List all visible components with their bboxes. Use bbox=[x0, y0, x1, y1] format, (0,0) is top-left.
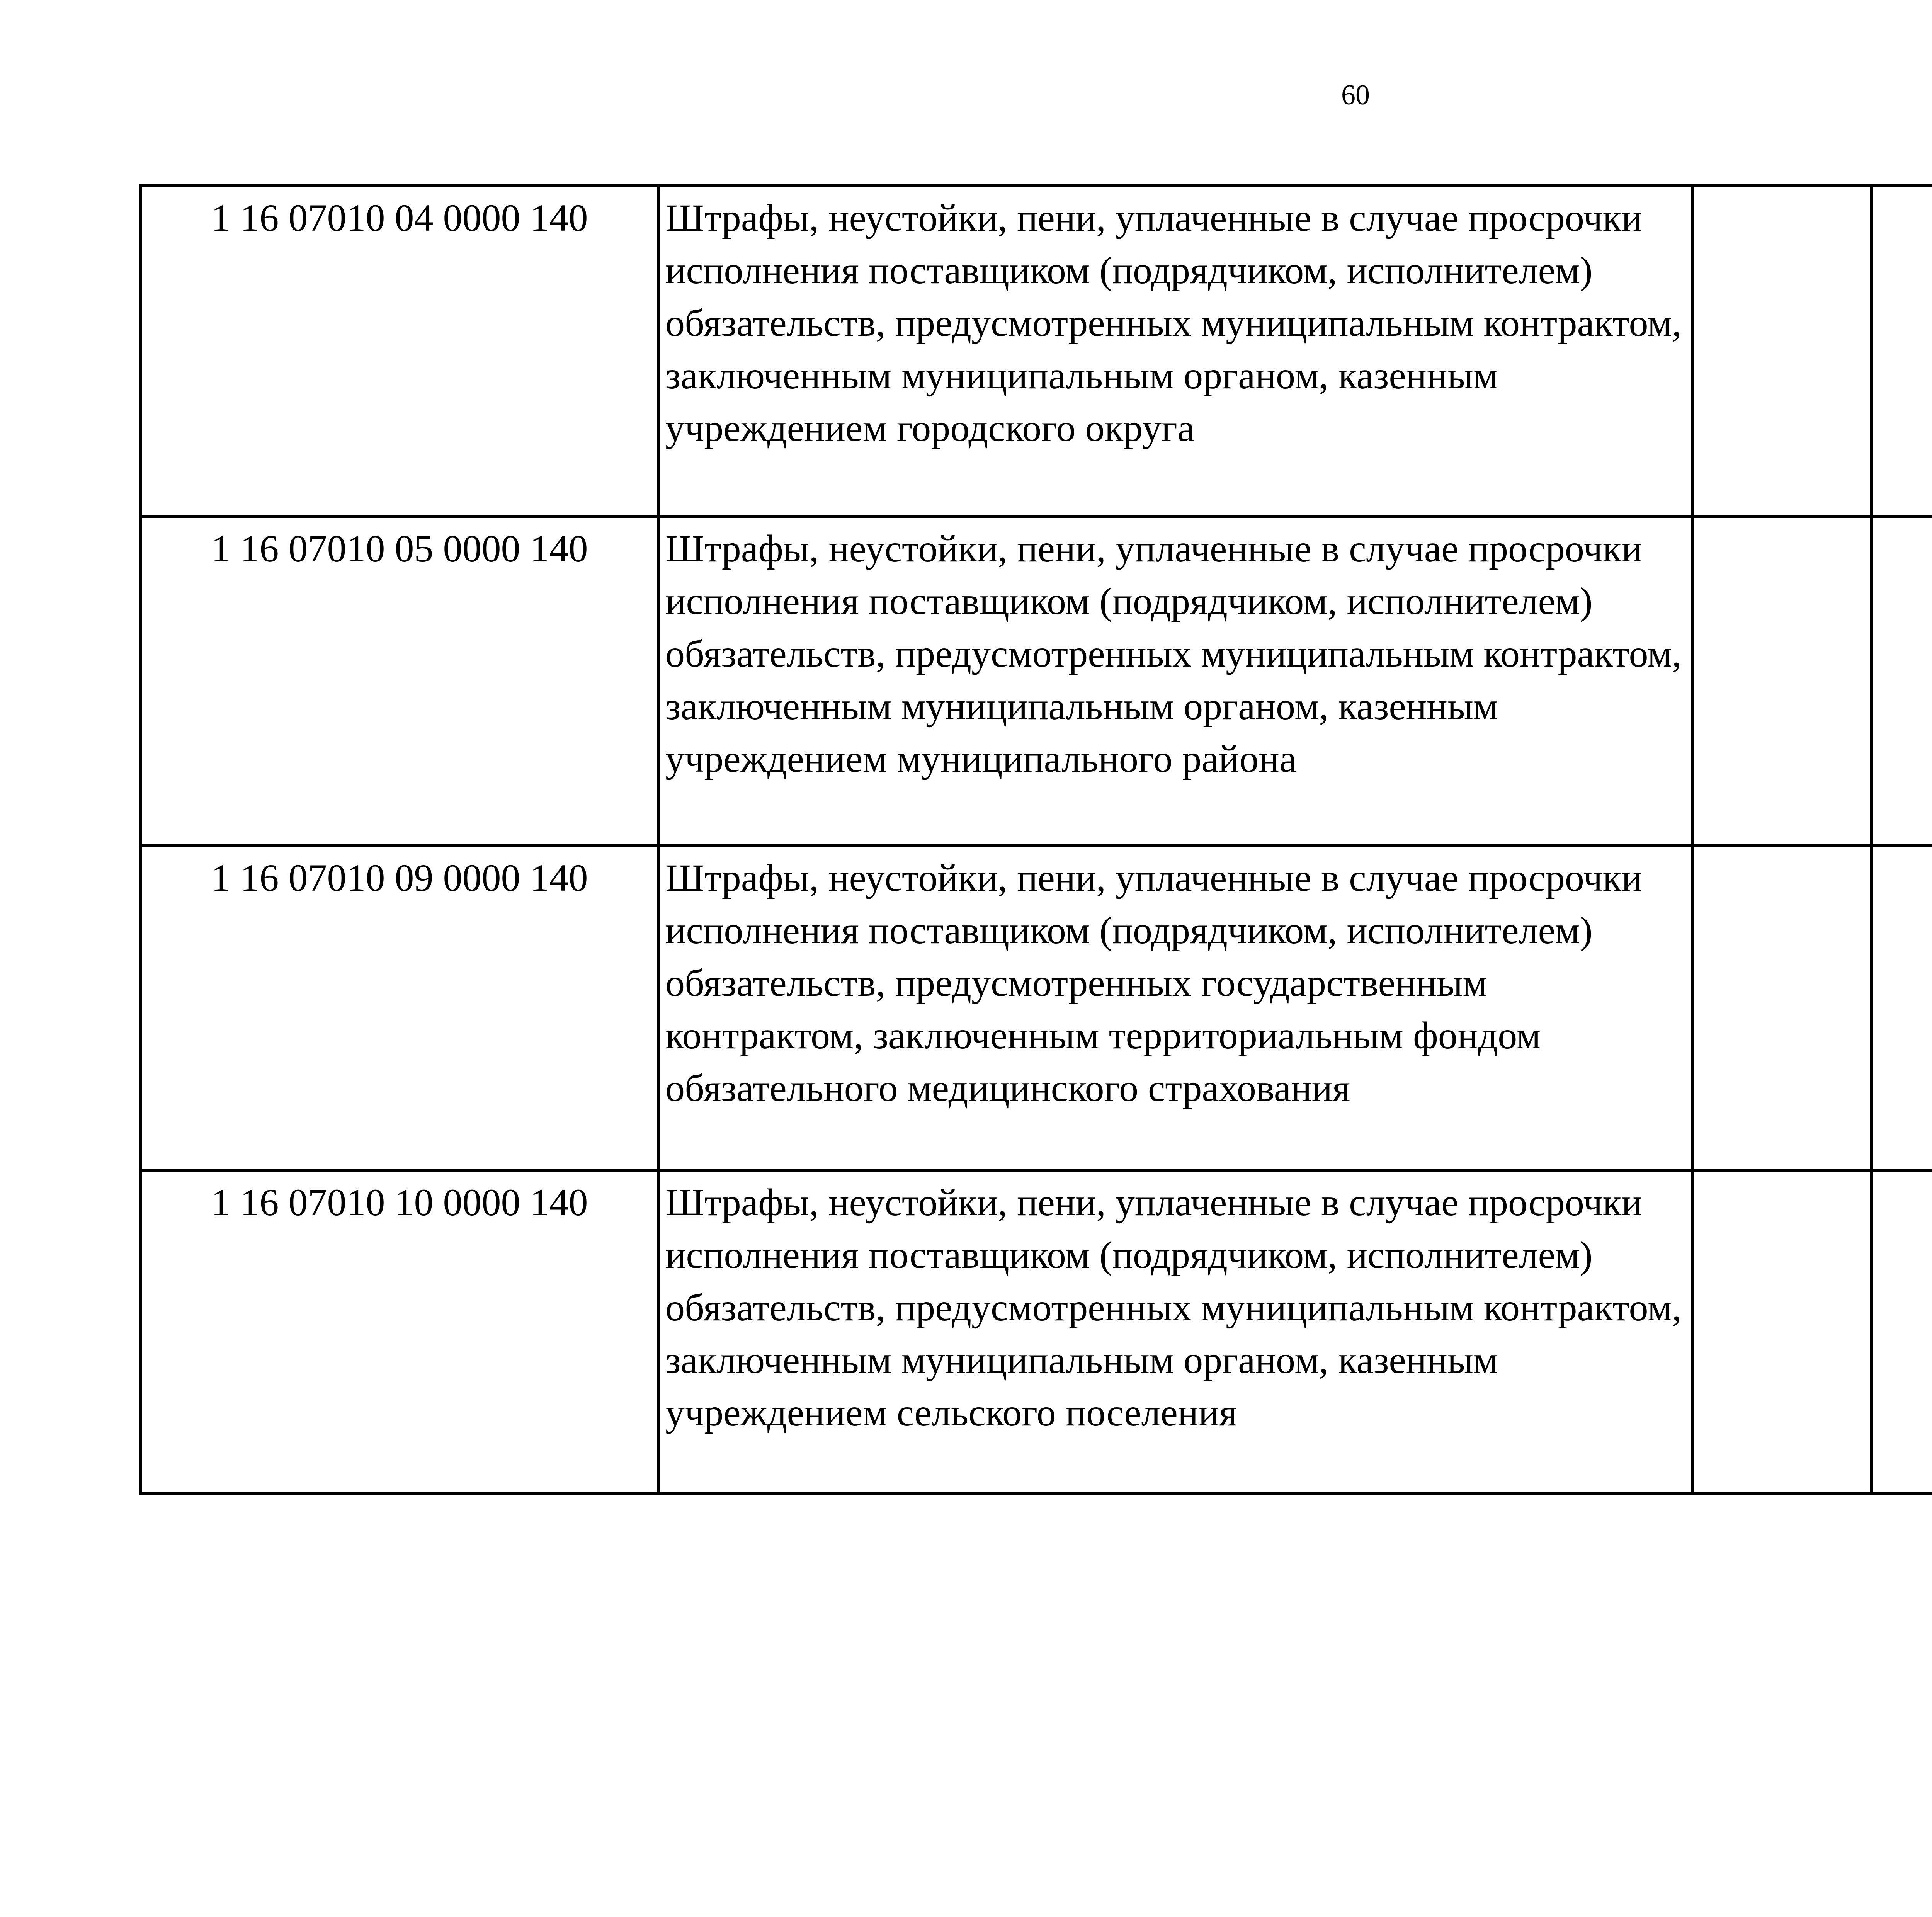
table-row bbox=[141, 516, 1932, 845]
value-cell bbox=[1692, 185, 1872, 516]
revenue-description-cell: Штрафы, неустойки, пени, уплаченные в случае просрочки исполнения поставщиком (подрядчиком, исполнителем) обязательств, предусмотренных муниципальным контрактом, заключенным муниципальным органом, казенным учреждением муниципального района bbox=[658, 516, 1692, 845]
table-row bbox=[141, 1170, 1932, 1493]
table-row bbox=[141, 185, 1932, 516]
revenue-code-cell: 1 16 07010 09 0000 140 bbox=[141, 845, 658, 1170]
revenue-distribution-table bbox=[139, 184, 1932, 1495]
revenue-code-cell: 1 16 07010 04 0000 140 bbox=[141, 185, 658, 516]
page-number: 60 bbox=[1341, 79, 1370, 111]
value-cell bbox=[1872, 845, 1932, 1170]
revenue-description-cell: Штрафы, неустойки, пени, уплаченные в случае просрочки исполнения поставщиком (подрядчиком, исполнителем) обязательств, предусмотренных муниципальным контрактом, заключенным муниципальным органом, казенным учреждением сельского поселения bbox=[658, 1170, 1692, 1493]
value-cell bbox=[1692, 516, 1872, 845]
value-cell bbox=[1872, 1170, 1932, 1493]
value-cell bbox=[1872, 185, 1932, 516]
revenue-description-cell: Штрафы, неустойки, пени, уплаченные в случае просрочки исполнения поставщиком (подрядчиком, исполнителем) обязательств, предусмотренных муниципальным контрактом, заключенным муниципальным органом, казенным учреждением городского округа bbox=[658, 185, 1692, 516]
value-cell bbox=[1692, 1170, 1872, 1493]
value-cell bbox=[1692, 845, 1872, 1170]
revenue-code-cell: 1 16 07010 10 0000 140 bbox=[141, 1170, 658, 1493]
revenue-code-cell: 1 16 07010 05 0000 140 bbox=[141, 516, 658, 845]
table-row bbox=[141, 845, 1932, 1170]
revenue-description-cell: Штрафы, неустойки, пени, уплаченные в случае просрочки исполнения поставщиком (подрядчиком, исполнителем) обязательств, предусмотренных государственным контрактом, заключенным территориальным фондом обязательного медицинского страхования bbox=[658, 845, 1692, 1170]
value-cell bbox=[1872, 516, 1932, 845]
